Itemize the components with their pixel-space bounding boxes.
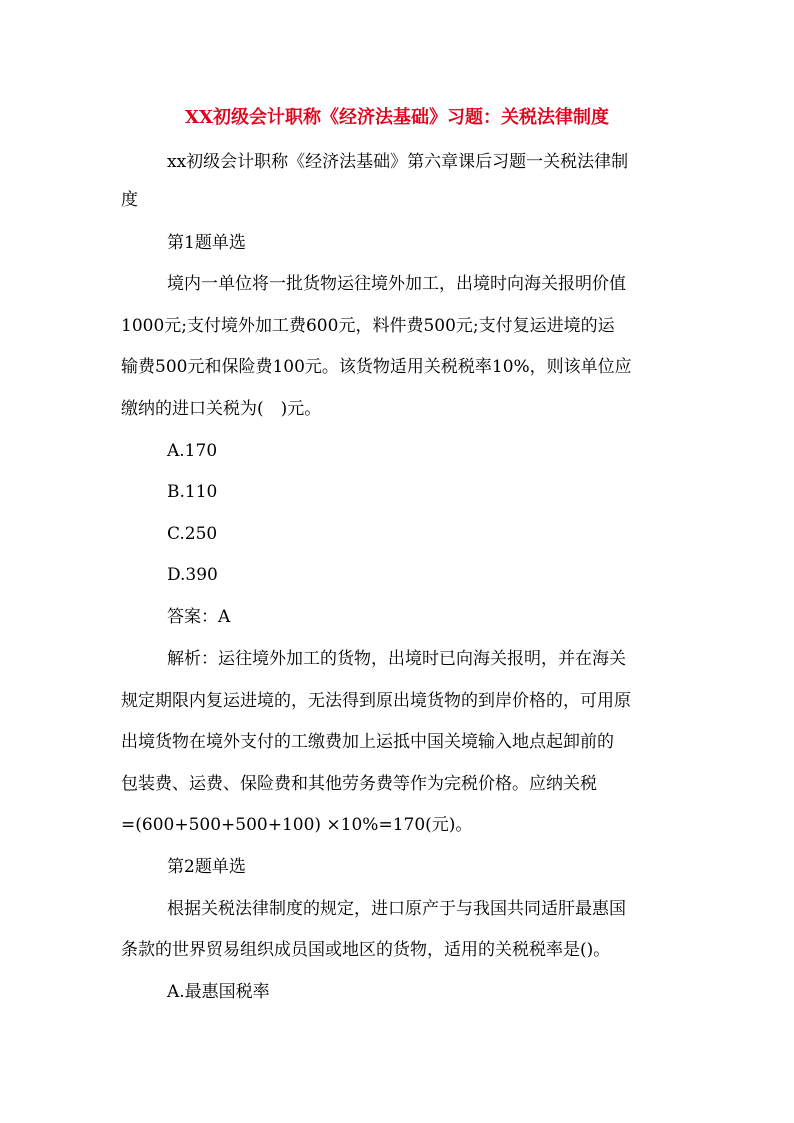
question-1-analysis-line: 出境货物在境外支付的工缴费加上运抵中国关境输入地点起卸前的	[121, 732, 614, 752]
question-1-answer: 答案：A	[167, 607, 231, 627]
question-1-stem-line: 1000元;支付境外加工费600元，料件费500元;支付复运进境的运	[121, 316, 615, 336]
question-1-analysis-line: 规定期限内复运进境的，无法得到原出境货物的到岸价格的，可用原	[121, 691, 631, 711]
question-1-analysis-line: 解析：运往境外加工的货物，出境时已向海关报明，并在海关	[167, 649, 626, 669]
option-a: A.170	[167, 441, 218, 461]
subtitle-line: xx初级会计职称《经济法基础》第六章课后习题一关税法律制	[167, 152, 629, 172]
question-2-option-a: A.最惠国税率	[167, 982, 270, 1002]
question-2-stem-line: 根据关税法律制度的规定，进口原产于与我国共同适肝最惠国	[167, 899, 626, 919]
question-1-stem-line: 输费500元和保险费100元。该货物适用关税税率10%，则该单位应	[121, 357, 632, 377]
question-2-stem-line: 条款的世界贸易组织成员国或地区的货物，适用的关税税率是()。	[121, 940, 611, 960]
subtitle-line: 度	[121, 190, 138, 210]
question-1-heading: 第1题单选	[167, 233, 246, 253]
question-2-heading: 第2题单选	[167, 857, 246, 877]
question-1-analysis-line: 包装费、运费、保险费和其他劳务费等作为完税价格。应纳关税	[121, 774, 597, 794]
option-b: B.110	[167, 482, 218, 502]
question-1-stem-line: 境内一单位将一批货物运往境外加工，出境时向海关报明价值	[167, 274, 626, 294]
option-c: C.250	[167, 524, 218, 544]
question-1-analysis-line: =(600+500+500+100) ×10%=170(元)。	[121, 815, 473, 835]
document-title: XX初级会计职称《经济法基础》习题：关税法律制度	[185, 107, 609, 128]
question-1-stem-line: 缴纳的进口关税为( )元。	[121, 399, 322, 419]
option-d: D.390	[167, 565, 218, 585]
